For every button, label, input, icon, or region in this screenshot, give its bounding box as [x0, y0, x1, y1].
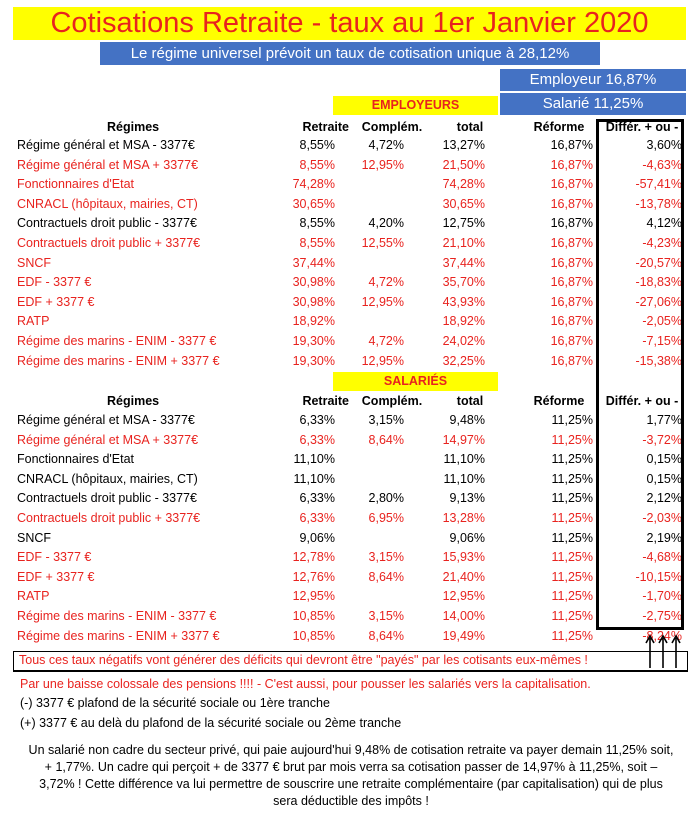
header-retraite: Retraite [302, 394, 349, 408]
regime-name: Régime des marins - ENIM + 3377 € [17, 353, 220, 368]
regime-name: SNCF [17, 255, 52, 270]
retraite-cell: 19,30% [292, 353, 335, 368]
reforme-cell: 11,25% [551, 432, 593, 447]
regime-name: EDF - 3377 € [17, 550, 92, 565]
total-cell: 74,28% [442, 177, 485, 192]
diff-cell: -2,05% [642, 314, 682, 329]
diff-cell: 3,60% [646, 138, 682, 152]
salaries-label: SALARIÉS [333, 372, 498, 391]
complem-cell: 12,95% [361, 157, 404, 172]
header-differ: Différ. + ou - [605, 120, 679, 134]
table-row [17, 136, 687, 155]
reforme-cell: 16,87% [550, 157, 593, 172]
header-regimes: Régimes [107, 394, 160, 408]
salarie-rate: Salarié 11,25% [500, 93, 686, 115]
diff-cell: -8,24% [642, 628, 682, 643]
diff-cell: 1,77% [646, 413, 682, 427]
note-minus: (-) 3377 € plafond de la sécurité sociale ou 1ère tranche [20, 696, 330, 710]
reforme-cell: 11,25% [551, 530, 593, 545]
table-row [17, 293, 687, 312]
total-cell: 18,92% [442, 314, 485, 329]
page-title: Cotisations Retraite - taux au 1er Janvier 2020 [13, 7, 686, 40]
total-cell: 37,44% [442, 255, 485, 270]
regime-name: Régime général et MSA + 3377€ [17, 157, 199, 172]
table-row [17, 411, 687, 430]
retraite-cell: 74,28% [292, 177, 335, 192]
table-row [17, 509, 687, 528]
reforme-cell: 16,87% [550, 294, 593, 309]
reforme-cell: 16,87% [550, 255, 593, 270]
diff-cell: 0,15% [646, 452, 682, 467]
regime-name: RATP [17, 589, 50, 604]
regime-name: Régime des marins - ENIM + 3377 € [17, 628, 220, 643]
diff-cell: -57,41% [635, 177, 682, 192]
regime-name: CNRACL (hôpitaux, mairies, CT) [17, 196, 198, 211]
complem-cell: 4,20% [368, 216, 404, 231]
diff-cell: -15,38% [635, 353, 682, 368]
retraite-cell: 10,85% [292, 628, 335, 643]
regime-name: SNCF [17, 530, 52, 545]
diff-cell: -20,57% [635, 255, 682, 270]
reforme-cell: 11,25% [551, 413, 593, 427]
regime-name: RATP [17, 314, 50, 329]
regime-name: CNRACL (hôpitaux, mairies, CT) [17, 471, 198, 486]
regime-name: Contractuels droit public - 3377€ [17, 491, 197, 506]
header-complem: Complém. [361, 394, 423, 408]
total-cell: 21,50% [442, 157, 485, 172]
table-row [17, 312, 687, 331]
reforme-cell: 11,25% [551, 550, 593, 565]
difference-column-box [596, 119, 684, 630]
complem-cell: 8,64% [368, 628, 404, 643]
warning-text [13, 651, 688, 672]
diff-cell: -2,75% [642, 609, 682, 623]
note-plus: (+) 3377 € au delà du plafond de la sécurité sociale ou 2ème tranche [20, 716, 402, 730]
retraite-cell: 37,44% [292, 255, 335, 270]
complem-cell: 4,72% [368, 334, 404, 348]
complem-cell: 4,72% [368, 138, 404, 152]
header-total: total [456, 120, 484, 134]
total-cell: 12,75% [442, 216, 485, 231]
regime-name: Régime général et MSA - 3377€ [17, 138, 195, 152]
retraite-cell: 6,33% [299, 491, 335, 506]
retraite-cell: 12,76% [292, 569, 335, 584]
total-cell: 13,28% [442, 511, 485, 525]
complem-cell: 4,72% [368, 275, 404, 290]
diff-cell: 2,12% [646, 491, 682, 506]
table-row [17, 175, 687, 194]
reforme-cell: 11,25% [551, 471, 593, 486]
employeurs-label: EMPLOYEURS [333, 96, 498, 115]
reforme-cell: 16,87% [550, 314, 593, 329]
retraite-cell: 11,10% [293, 471, 335, 486]
reforme-cell: 16,87% [550, 177, 593, 192]
header-complem: Complém. [361, 120, 423, 134]
total-cell: 43,93% [442, 294, 485, 309]
header-total: total [456, 394, 484, 408]
header-differ: Différ. + ou - [605, 394, 679, 408]
total-cell: 21,40% [442, 569, 485, 584]
diff-cell: -4,23% [642, 236, 682, 250]
total-cell: 14,00% [442, 609, 485, 623]
diff-cell: -3,72% [642, 432, 682, 447]
retraite-cell: 8,55% [299, 157, 335, 172]
table-row [17, 431, 687, 450]
reforme-cell: 11,25% [551, 491, 593, 506]
explanation-paragraph: Un salarié non cadre du secteur privé, qui paie aujourd'hui 9,48% de cotisation retraite va payer demain 11,25% soit, + 1,77%. Un cadre qui perçoit + de 3377 € brut par mois verra sa cotisation passer de 14,97% à 11,25%, soit – 3,72% ! Cette différence va lui permettre de souscrire une retraite complémentaire (par capitalisation) qui de plus sera déductible des impôts ! [28, 743, 674, 808]
regime-name: Régime général et MSA + 3377€ [17, 432, 199, 447]
retraite-cell: 19,30% [292, 334, 335, 348]
diff-cell: -2,03% [642, 511, 682, 525]
total-cell: 30,65% [442, 196, 485, 211]
total-cell: 11,10% [443, 452, 485, 467]
regime-name: Contractuels droit public + 3377€ [17, 511, 201, 525]
total-cell: 9,13% [449, 491, 485, 506]
table-row [17, 254, 687, 273]
diff-cell: -4,63% [642, 157, 682, 172]
table-row [17, 273, 687, 292]
diff-cell: -18,83% [635, 275, 682, 290]
total-cell: 14,97% [442, 432, 485, 447]
regime-name: Régime des marins - ENIM - 3377 € [17, 334, 217, 348]
reforme-cell: 11,25% [551, 628, 593, 643]
total-cell: 32,25% [442, 353, 485, 368]
header-reforme: Réforme [533, 120, 585, 134]
retraite-cell: 12,78% [292, 550, 335, 565]
complem-cell: 12,95% [361, 294, 404, 309]
retraite-cell: 30,65% [292, 196, 335, 211]
employeurs-header-row [17, 118, 687, 137]
total-cell: 9,06% [449, 530, 485, 545]
diff-cell: -10,15% [635, 569, 682, 584]
retraite-cell: 10,85% [292, 609, 335, 623]
table-row [17, 470, 687, 489]
complem-cell: 2,80% [368, 491, 404, 506]
complem-cell: 3,15% [368, 413, 404, 427]
complem-cell: 8,64% [368, 569, 404, 584]
table-row [17, 627, 687, 646]
retraite-cell: 8,55% [299, 216, 335, 231]
table-row [17, 214, 687, 233]
reforme-cell: 16,87% [550, 236, 593, 250]
total-cell: 12,95% [442, 589, 485, 604]
complem-cell: 12,55% [361, 236, 404, 250]
complem-cell: 6,95% [368, 511, 404, 525]
table-row [17, 332, 687, 351]
retraite-cell: 18,92% [292, 314, 335, 329]
regime-name: Contractuels droit public + 3377€ [17, 236, 201, 250]
reforme-cell: 11,25% [551, 609, 593, 623]
total-cell: 13,27% [442, 138, 485, 152]
reforme-cell: 16,87% [550, 216, 593, 231]
regime-name: EDF - 3377 € [17, 275, 92, 290]
reforme-cell: 11,25% [551, 511, 593, 525]
complem-cell: 3,15% [368, 550, 404, 565]
retraite-cell: 11,10% [293, 452, 335, 467]
reforme-cell: 11,25% [551, 569, 593, 584]
reforme-cell: 11,25% [551, 452, 593, 467]
table-row [17, 450, 687, 469]
retraite-cell: 6,33% [299, 511, 335, 525]
salaries-header-row [17, 392, 687, 411]
table-row [17, 352, 687, 371]
reforme-cell: 11,25% [551, 589, 593, 604]
table-row [17, 587, 687, 606]
diff-cell: 2,19% [646, 530, 682, 545]
employeur-rate: Employeur 16,87% [500, 69, 686, 91]
regime-name: Fonctionnaires d'Etat [17, 452, 135, 467]
table-row [17, 195, 687, 214]
complem-cell: 8,64% [368, 432, 404, 447]
retraite-cell: 6,33% [299, 432, 335, 447]
table-row [17, 529, 687, 548]
pension-warning: Par une baisse colossale des pensions !!!! - C'est aussi, pour pousser les salariés vers la capitalisation. [20, 677, 591, 691]
total-cell: 35,70% [442, 275, 485, 290]
table-row [17, 156, 687, 175]
regime-name: Régime général et MSA - 3377€ [17, 413, 195, 427]
table-row [17, 568, 687, 587]
retraite-cell: 8,55% [299, 236, 335, 250]
total-cell: 15,93% [442, 550, 485, 565]
retraite-cell: 12,95% [292, 589, 335, 604]
subtitle-banner: Le régime universel prévoit un taux de cotisation unique à 28,12% [100, 42, 600, 65]
diff-cell: -4,68% [642, 550, 682, 565]
reforme-cell: 16,87% [550, 353, 593, 368]
table-row [17, 548, 687, 567]
total-cell: 24,02% [442, 334, 485, 348]
total-cell: 21,10% [442, 236, 485, 250]
diff-cell: -7,15% [642, 334, 682, 348]
reforme-cell: 16,87% [550, 196, 593, 211]
reforme-cell: 16,87% [550, 138, 593, 152]
table-row [17, 607, 687, 626]
table-row [17, 234, 687, 253]
complem-cell: 3,15% [368, 609, 404, 623]
reforme-cell: 16,87% [550, 334, 593, 348]
table-row [17, 489, 687, 508]
complem-cell: 12,95% [361, 353, 404, 368]
warning-label: Tous ces taux négatifs vont générer des déficits qui devront être "payés" par les cotisants eux-mêmes ! [19, 653, 588, 667]
retraite-cell: 30,98% [292, 294, 335, 309]
retraite-cell: 6,33% [299, 413, 335, 427]
regime-name: EDF + 3377 € [17, 569, 95, 584]
total-cell: 19,49% [442, 628, 485, 643]
diff-cell: 0,15% [646, 471, 682, 486]
diff-cell: 4,12% [646, 216, 682, 231]
diff-cell: -13,78% [635, 196, 682, 211]
reforme-cell: 16,87% [550, 275, 593, 290]
regime-name: Contractuels droit public - 3377€ [17, 216, 197, 231]
total-cell: 9,48% [449, 413, 485, 427]
header-retraite: Retraite [302, 120, 349, 134]
diff-cell: -1,70% [642, 589, 682, 604]
total-cell: 11,10% [443, 471, 485, 486]
retraite-cell: 9,06% [299, 530, 335, 545]
retraite-cell: 30,98% [292, 275, 335, 290]
header-regimes: Régimes [107, 120, 160, 134]
regime-name: EDF + 3377 € [17, 294, 95, 309]
regime-name: Fonctionnaires d'Etat [17, 177, 135, 192]
header-reforme: Réforme [533, 394, 585, 408]
retraite-cell: 8,55% [299, 138, 335, 152]
diff-cell: -27,06% [635, 294, 682, 309]
regime-name: Régime des marins - ENIM - 3377 € [17, 609, 217, 623]
